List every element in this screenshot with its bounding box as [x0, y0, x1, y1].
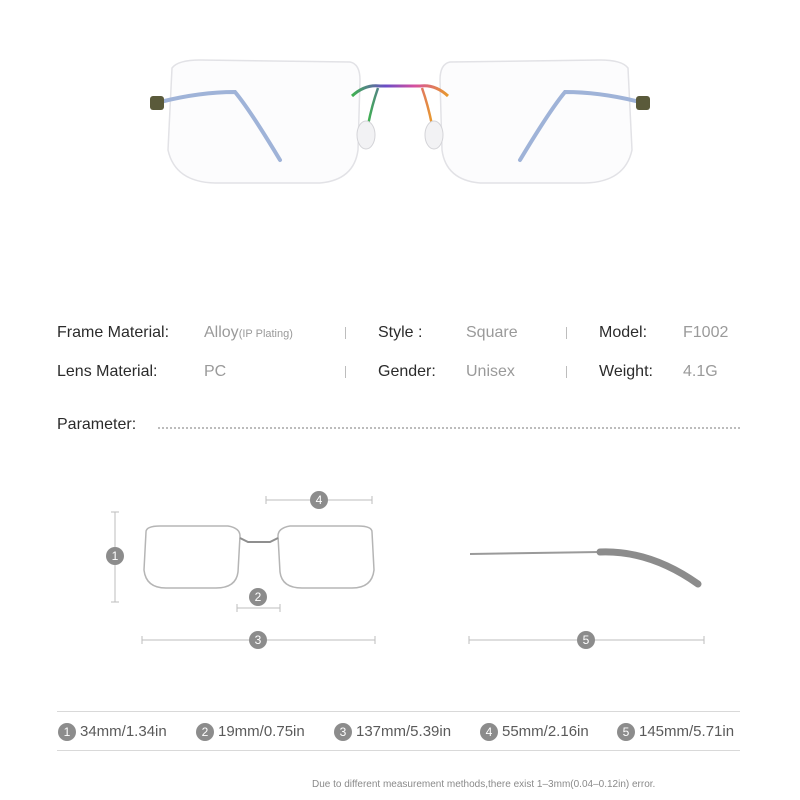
measure-badge-1: 1	[58, 723, 76, 741]
gender-value: Unisex	[466, 363, 515, 380]
product-image	[0, 0, 800, 260]
nose-pad-arms	[368, 88, 432, 125]
frame-material-note: (IP Plating)	[238, 328, 293, 340]
front-right-lens-outline	[278, 526, 374, 588]
side-temple-arm	[470, 552, 600, 554]
lens-material-label: Lens Material:	[57, 363, 158, 380]
badge-3: 3	[249, 631, 267, 649]
badge-5: 5	[577, 631, 595, 649]
dimension-diagram	[0, 480, 800, 670]
left-lens	[168, 60, 360, 183]
measure-badge-3: 3	[334, 723, 352, 741]
measure-bridge-width: 19mm/0.75in	[218, 723, 305, 740]
divider	[345, 327, 346, 339]
divider	[345, 366, 346, 378]
style-label: Style :	[378, 324, 423, 341]
model-label: Model:	[599, 324, 648, 341]
frame-material-label: Frame Material:	[57, 324, 170, 341]
parameter-label: Parameter:	[57, 416, 137, 433]
lens-material-value: PC	[204, 363, 227, 380]
badge-1: 1	[106, 547, 124, 565]
left-nose-pad	[357, 121, 375, 149]
badge-2: 2	[249, 588, 267, 606]
right-lens	[440, 60, 632, 183]
measurements-bottom-rule	[57, 750, 740, 751]
frame-material-value	[204, 324, 293, 342]
measure-temple-length: 145mm/5.71in	[639, 723, 735, 740]
measure-total-width: 137mm/5.39in	[356, 723, 452, 740]
right-hinge	[636, 96, 650, 110]
gender-label: Gender:	[378, 363, 436, 380]
measurements-top-rule	[57, 711, 740, 712]
measure-badge-5: 5	[617, 723, 635, 741]
measure-lens-width: 55mm/2.16in	[502, 723, 589, 740]
measure-lens-height: 34mm/1.34in	[80, 723, 167, 740]
bridge	[352, 86, 448, 96]
divider	[566, 327, 567, 339]
front-left-lens-outline	[144, 526, 240, 588]
footer-note: Due to different measurement methods,there exist 1–3mm(0.04–0.12in) error.	[312, 779, 656, 790]
badge-4: 4	[310, 491, 328, 509]
weight-value: 4.1G	[683, 363, 718, 380]
side-temple-tip	[600, 552, 698, 584]
right-nose-pad	[425, 121, 443, 149]
parameter-dotted-line	[158, 427, 740, 429]
frame-material-text: Alloy	[204, 324, 239, 341]
divider	[566, 366, 567, 378]
model-value: F1002	[683, 324, 729, 341]
measure-badge-4: 4	[480, 723, 498, 741]
front-bridge-outline	[240, 538, 278, 542]
style-value: Square	[466, 324, 518, 341]
weight-label: Weight:	[599, 363, 653, 380]
left-hinge	[150, 96, 164, 110]
measure-badge-2: 2	[196, 723, 214, 741]
